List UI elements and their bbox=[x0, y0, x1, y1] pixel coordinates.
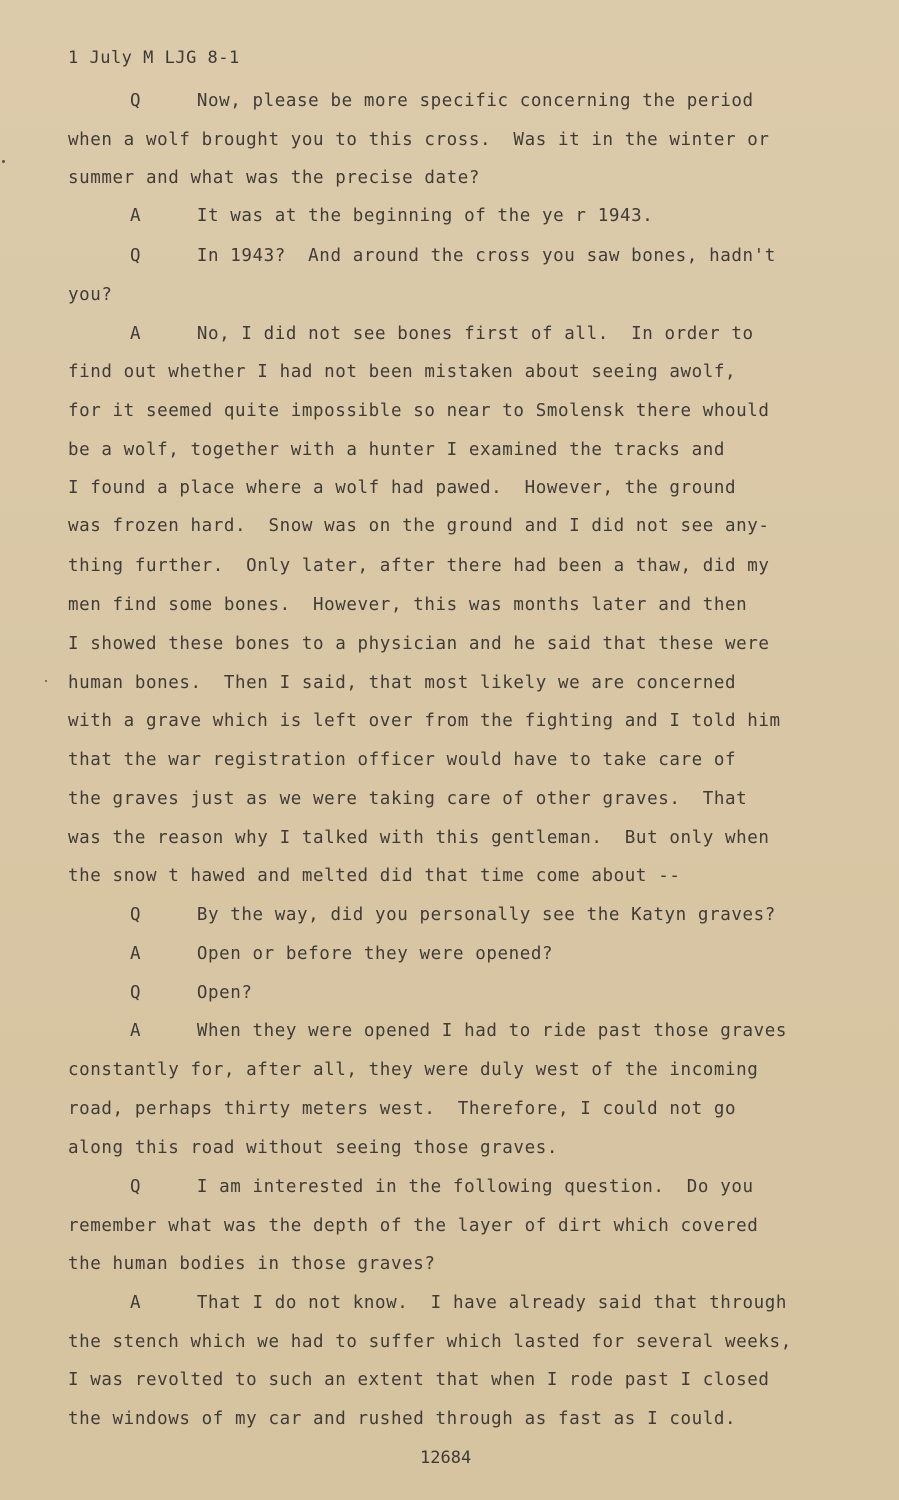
text-line: the human bodies in those graves? bbox=[68, 1254, 436, 1274]
text-line: I found a place where a wolf had pawed. However, the ground bbox=[68, 478, 737, 498]
text-line: summer and what was the precise date? bbox=[68, 168, 481, 188]
text-line: find out whether I had not been mistaken about seeing awolf, bbox=[68, 362, 737, 382]
text-line: for it seemed quite impossible so near to Smolensk there whould bbox=[68, 401, 770, 421]
text-line: Q I am interested in the following question. Do you bbox=[130, 1177, 754, 1197]
text-line: A No, I did not see bones first of all. In order to bbox=[130, 324, 754, 344]
text-line: when a wolf brought you to this cross. Was it in the winter or bbox=[68, 130, 770, 150]
text-line: A When they were opened I had to ride past those graves bbox=[130, 1021, 788, 1041]
page-header: 1 July M LJG 8-1 bbox=[68, 48, 240, 68]
text-line: A That I do not know. I have already said that through bbox=[130, 1293, 788, 1313]
text-line: was the reason why I talked with this gentleman. But only when bbox=[68, 828, 770, 848]
text-line: you? bbox=[68, 285, 113, 305]
text-line: Q By the way, did you personally see the Katyn graves? bbox=[130, 905, 776, 925]
paper-speck bbox=[45, 680, 47, 682]
text-line: was frozen hard. Snow was on the ground and I did not see any- bbox=[68, 516, 770, 536]
text-line: constantly for, after all, they were duly west of the incoming bbox=[68, 1060, 759, 1080]
text-line: the stench which we had to suffer which lasted for several weeks, bbox=[68, 1332, 792, 1352]
text-line: that the war registration officer would have to take care of bbox=[68, 750, 737, 770]
text-line: with a grave which is left over from the fighting and I told him bbox=[68, 711, 781, 731]
page-number: 12684 bbox=[420, 1448, 472, 1468]
text-line: Q Open? bbox=[130, 983, 253, 1003]
text-line: men find some bones. However, this was months later and then bbox=[68, 595, 748, 615]
text-line: remember what was the depth of the layer of dirt which covered bbox=[68, 1216, 759, 1236]
text-line: I showed these bones to a physician and he said that these were bbox=[68, 634, 770, 654]
text-line: human bones. Then I said, that most likely we are concerned bbox=[68, 673, 737, 693]
text-line: I was revolted to such an extent that when I rode past I closed bbox=[68, 1370, 770, 1390]
text-line: along this road without seeing those graves. bbox=[68, 1138, 558, 1158]
text-line: Q In 1943? And around the cross you saw bones, hadn't bbox=[130, 246, 776, 266]
text-line: A It was at the beginning of the ye r 1943. bbox=[130, 206, 654, 226]
text-line: be a wolf, together with a hunter I examined the tracks and bbox=[68, 440, 726, 460]
text-line: thing further. Only later, after there had been a thaw, did my bbox=[68, 556, 770, 576]
text-line: A Open or before they were opened? bbox=[130, 944, 554, 964]
text-line: road, perhaps thirty meters west. Therefore, I could not go bbox=[68, 1099, 737, 1119]
text-line: the graves just as we were taking care of other graves. That bbox=[68, 789, 748, 809]
text-line: Q Now, please be more specific concerning the period bbox=[130, 91, 754, 111]
text-line: the windows of my car and rushed through as fast as I could. bbox=[68, 1409, 737, 1429]
paper-speck bbox=[2, 160, 5, 163]
text-line: the snow t hawed and melted did that time come about -- bbox=[68, 866, 681, 886]
